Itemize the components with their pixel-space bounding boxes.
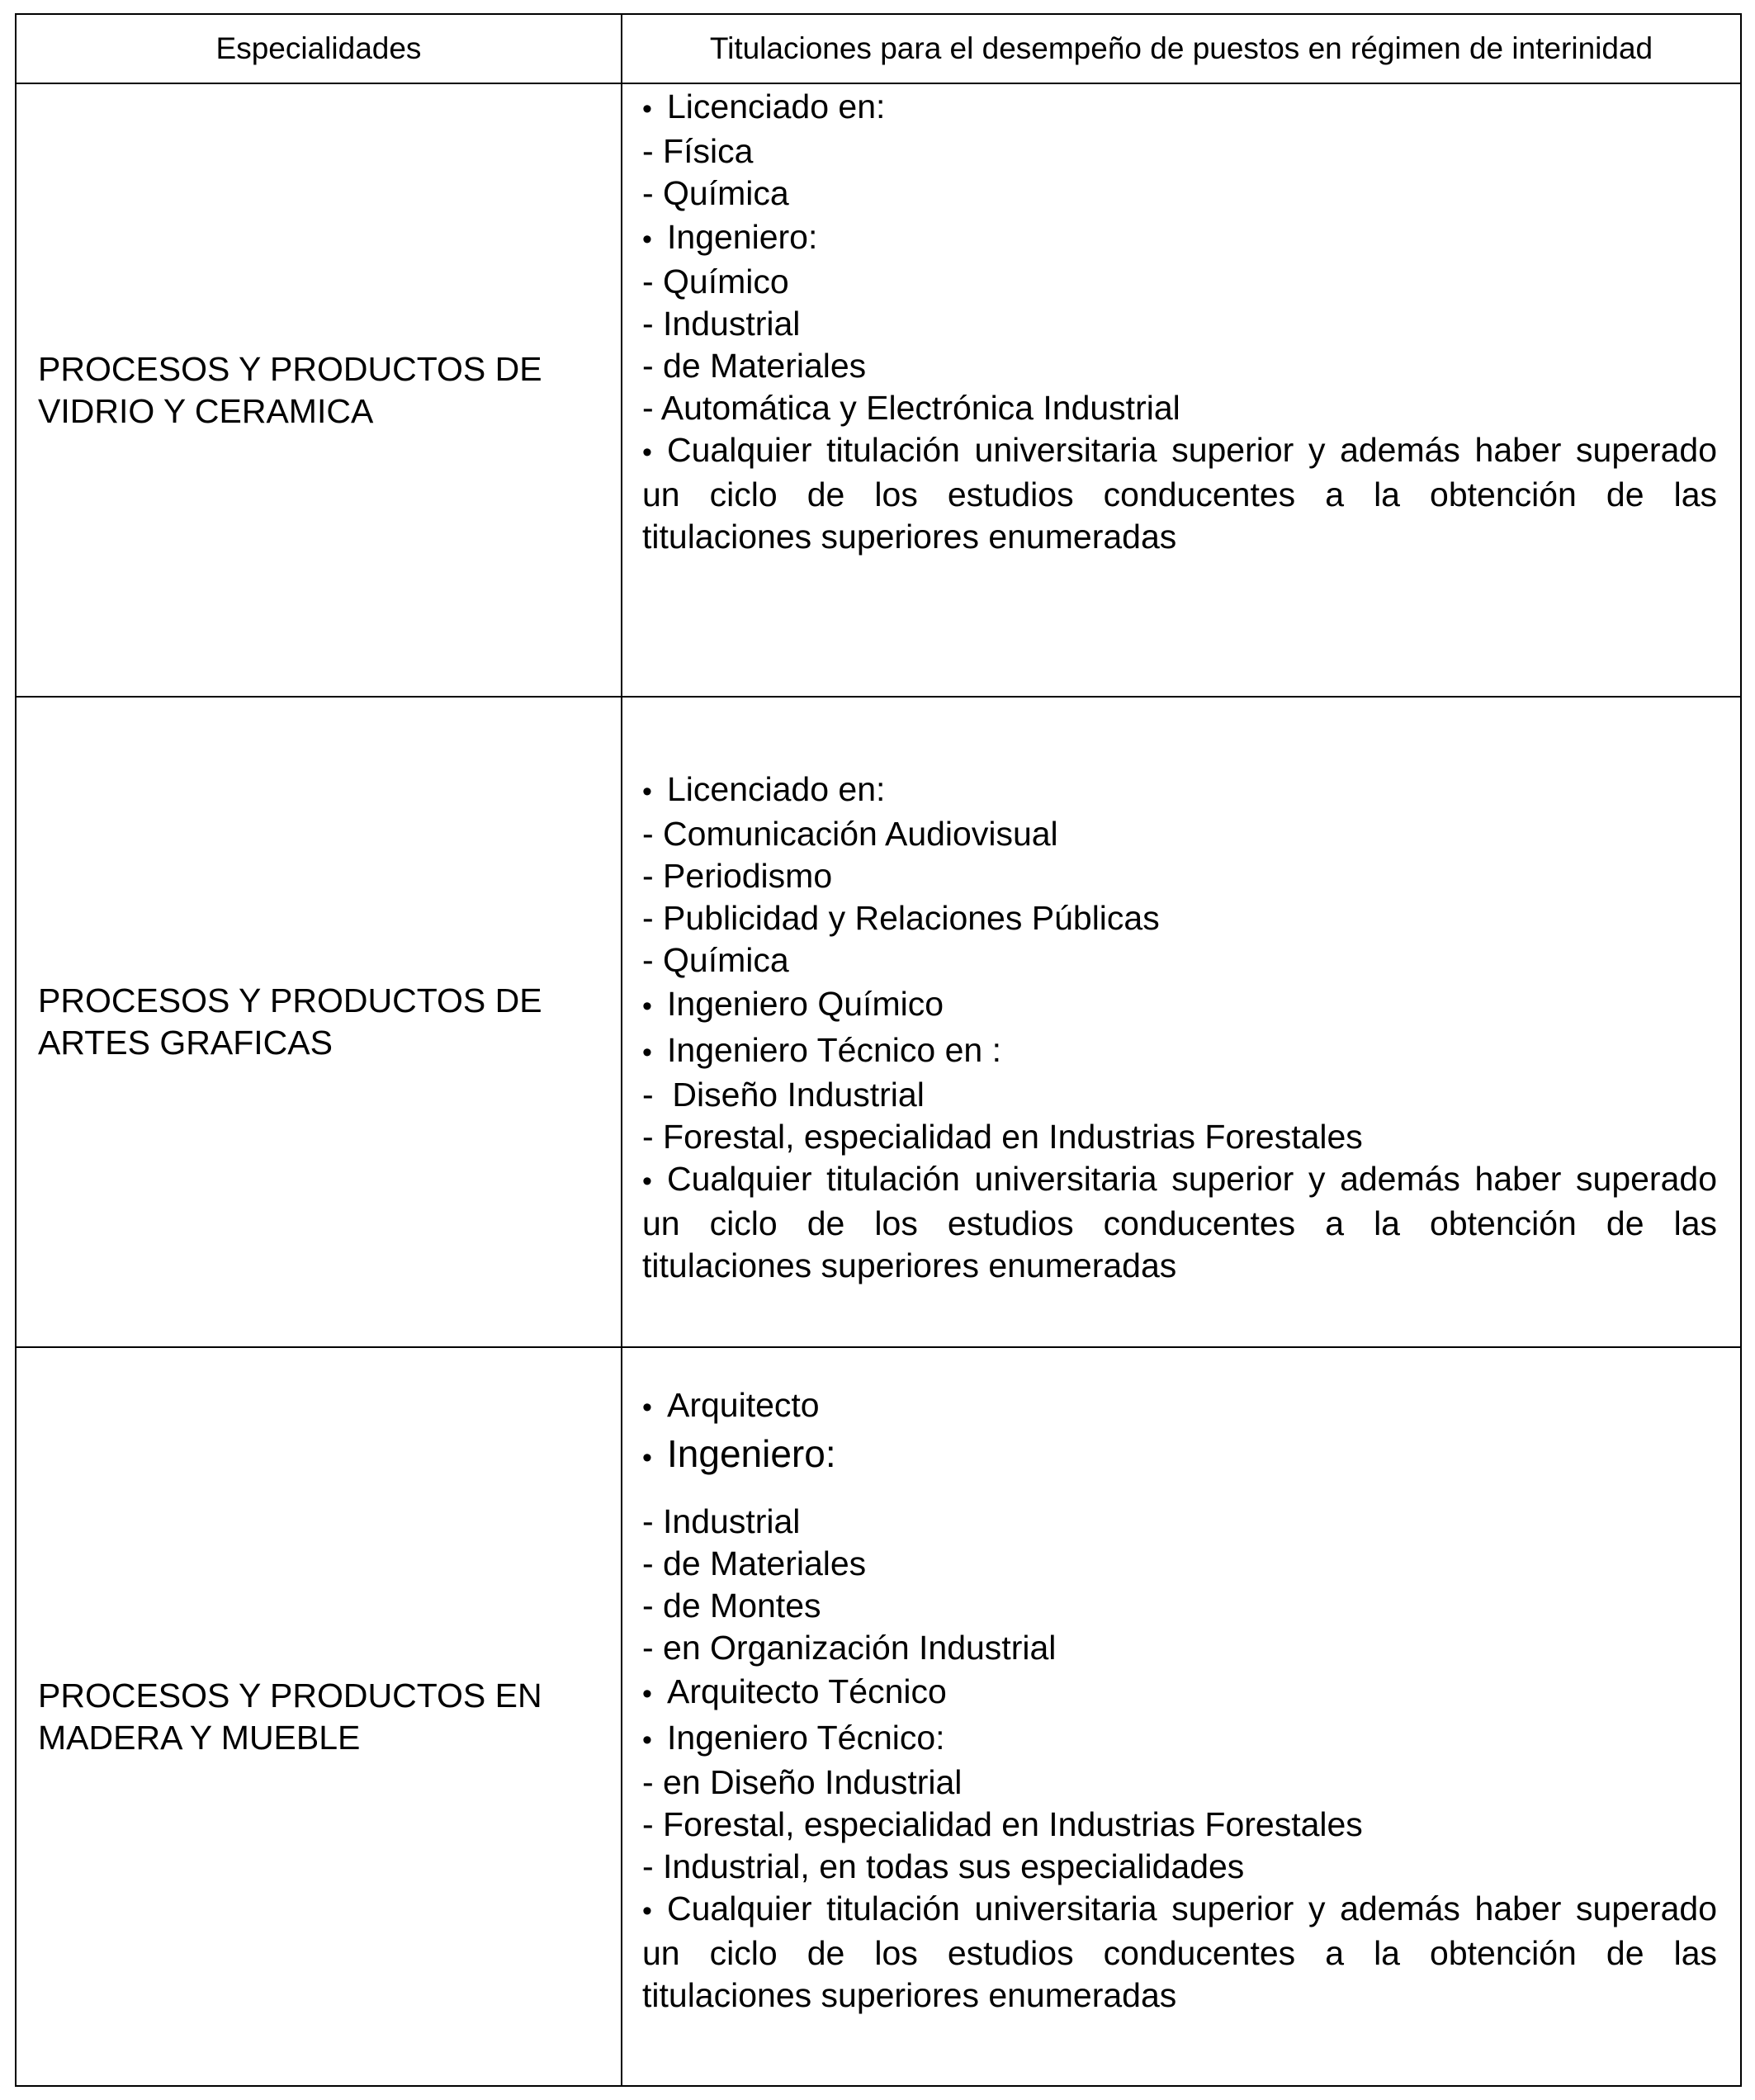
list-item: - Química — [642, 941, 789, 979]
list-item: • Cualquier titulación universitaria superior y además haber superado — [642, 429, 1717, 474]
list-item: titulaciones superiores enumeradas — [642, 1246, 1177, 1284]
list-item: • Ingeniero Químico — [642, 983, 1717, 1028]
especialidad-line: PROCESOS Y PRODUCTOS DE — [38, 349, 542, 388]
titulaciones-cell — [622, 1347, 1741, 2086]
list-item: - de Materiales — [642, 1544, 867, 1582]
list-item: • Ingeniero Técnico: — [642, 1717, 1717, 1762]
list-item: - Química — [642, 174, 789, 212]
list-item: un ciclo de los estudios conducentes a la obtención de las — [642, 475, 1717, 513]
list-item: - Publicidad y Relaciones Públicas — [642, 899, 1160, 937]
table-row — [16, 1347, 1741, 2086]
list-item: - Industrial — [642, 1502, 801, 1540]
table-header-row — [16, 14, 1741, 83]
especialidad-line: PROCESOS Y PRODUCTOS EN — [38, 1676, 542, 1715]
list-item: - Diseño Industrial — [642, 1076, 925, 1114]
list-item: • Cualquier titulación universitaria superior y además haber superado — [642, 1158, 1717, 1203]
list-item: • Arquitecto — [642, 1384, 1717, 1429]
list-item: • Licenciado en: — [642, 769, 1717, 813]
list-item: - Forestal, especialidad en Industrias Forestales — [642, 1118, 1363, 1156]
list-item: - de Materiales — [642, 347, 867, 385]
list-item: • Ingeniero: — [642, 1429, 1717, 1483]
list-item: - de Montes — [642, 1587, 821, 1625]
list-item: - Periodismo — [642, 857, 833, 895]
especialidad-line: MADERA Y MUEBLE — [38, 1718, 361, 1757]
titulaciones-cell — [622, 697, 1741, 1347]
table-row — [16, 697, 1741, 1347]
list-item: - Químico — [642, 262, 789, 300]
header-titulaciones: Titulaciones para el desempeño de puestos en régimen de interinidad — [622, 14, 1741, 83]
especialidad-cell — [16, 1347, 622, 2086]
list-item: • Ingeniero: — [642, 216, 1717, 261]
especialidad-cell — [16, 83, 622, 697]
list-item: - en Diseño Industrial — [642, 1763, 963, 1801]
list-item: - Industrial — [642, 305, 801, 343]
list-item: un ciclo de los estudios conducentes a la obtención de las — [642, 1204, 1717, 1242]
list-item: titulaciones superiores enumeradas — [642, 518, 1177, 556]
header-especialidades: Especialidades — [16, 14, 622, 83]
list-item: - Automática y Electrónica Industrial — [642, 389, 1180, 427]
list-item: - en Organización Industrial — [642, 1629, 1057, 1667]
list-item: - Física — [642, 132, 754, 170]
especialidad-line: PROCESOS Y PRODUCTOS DE — [38, 981, 542, 1019]
especialidad-line: VIDRIO Y CERAMICA — [38, 391, 374, 430]
list-item: • Arquitecto Técnico — [642, 1671, 1717, 1715]
list-item: - Comunicación Audiovisual — [642, 815, 1058, 853]
list-item: • Licenciado en: — [642, 86, 1717, 130]
list-item: - Forestal, especialidad en Industrias Forestales — [642, 1805, 1363, 1843]
list-item: un ciclo de los estudios conducentes a la obtención de las — [642, 1934, 1717, 1972]
list-item: titulaciones superiores enumeradas — [642, 1976, 1177, 2014]
list-item: • Ingeniero Técnico en : — [642, 1029, 1717, 1074]
especialidad-cell — [16, 697, 622, 1347]
titulaciones-cell — [622, 83, 1741, 697]
especialidad-line: ARTES GRAFICAS — [38, 1024, 333, 1062]
titulaciones-table — [15, 13, 1742, 2087]
table-row — [16, 83, 1741, 697]
list-item: • Cualquier titulación universitaria superior y además haber superado — [642, 1888, 1717, 1932]
list-item: - Industrial, en todas sus especialidades — [642, 1847, 1245, 1885]
